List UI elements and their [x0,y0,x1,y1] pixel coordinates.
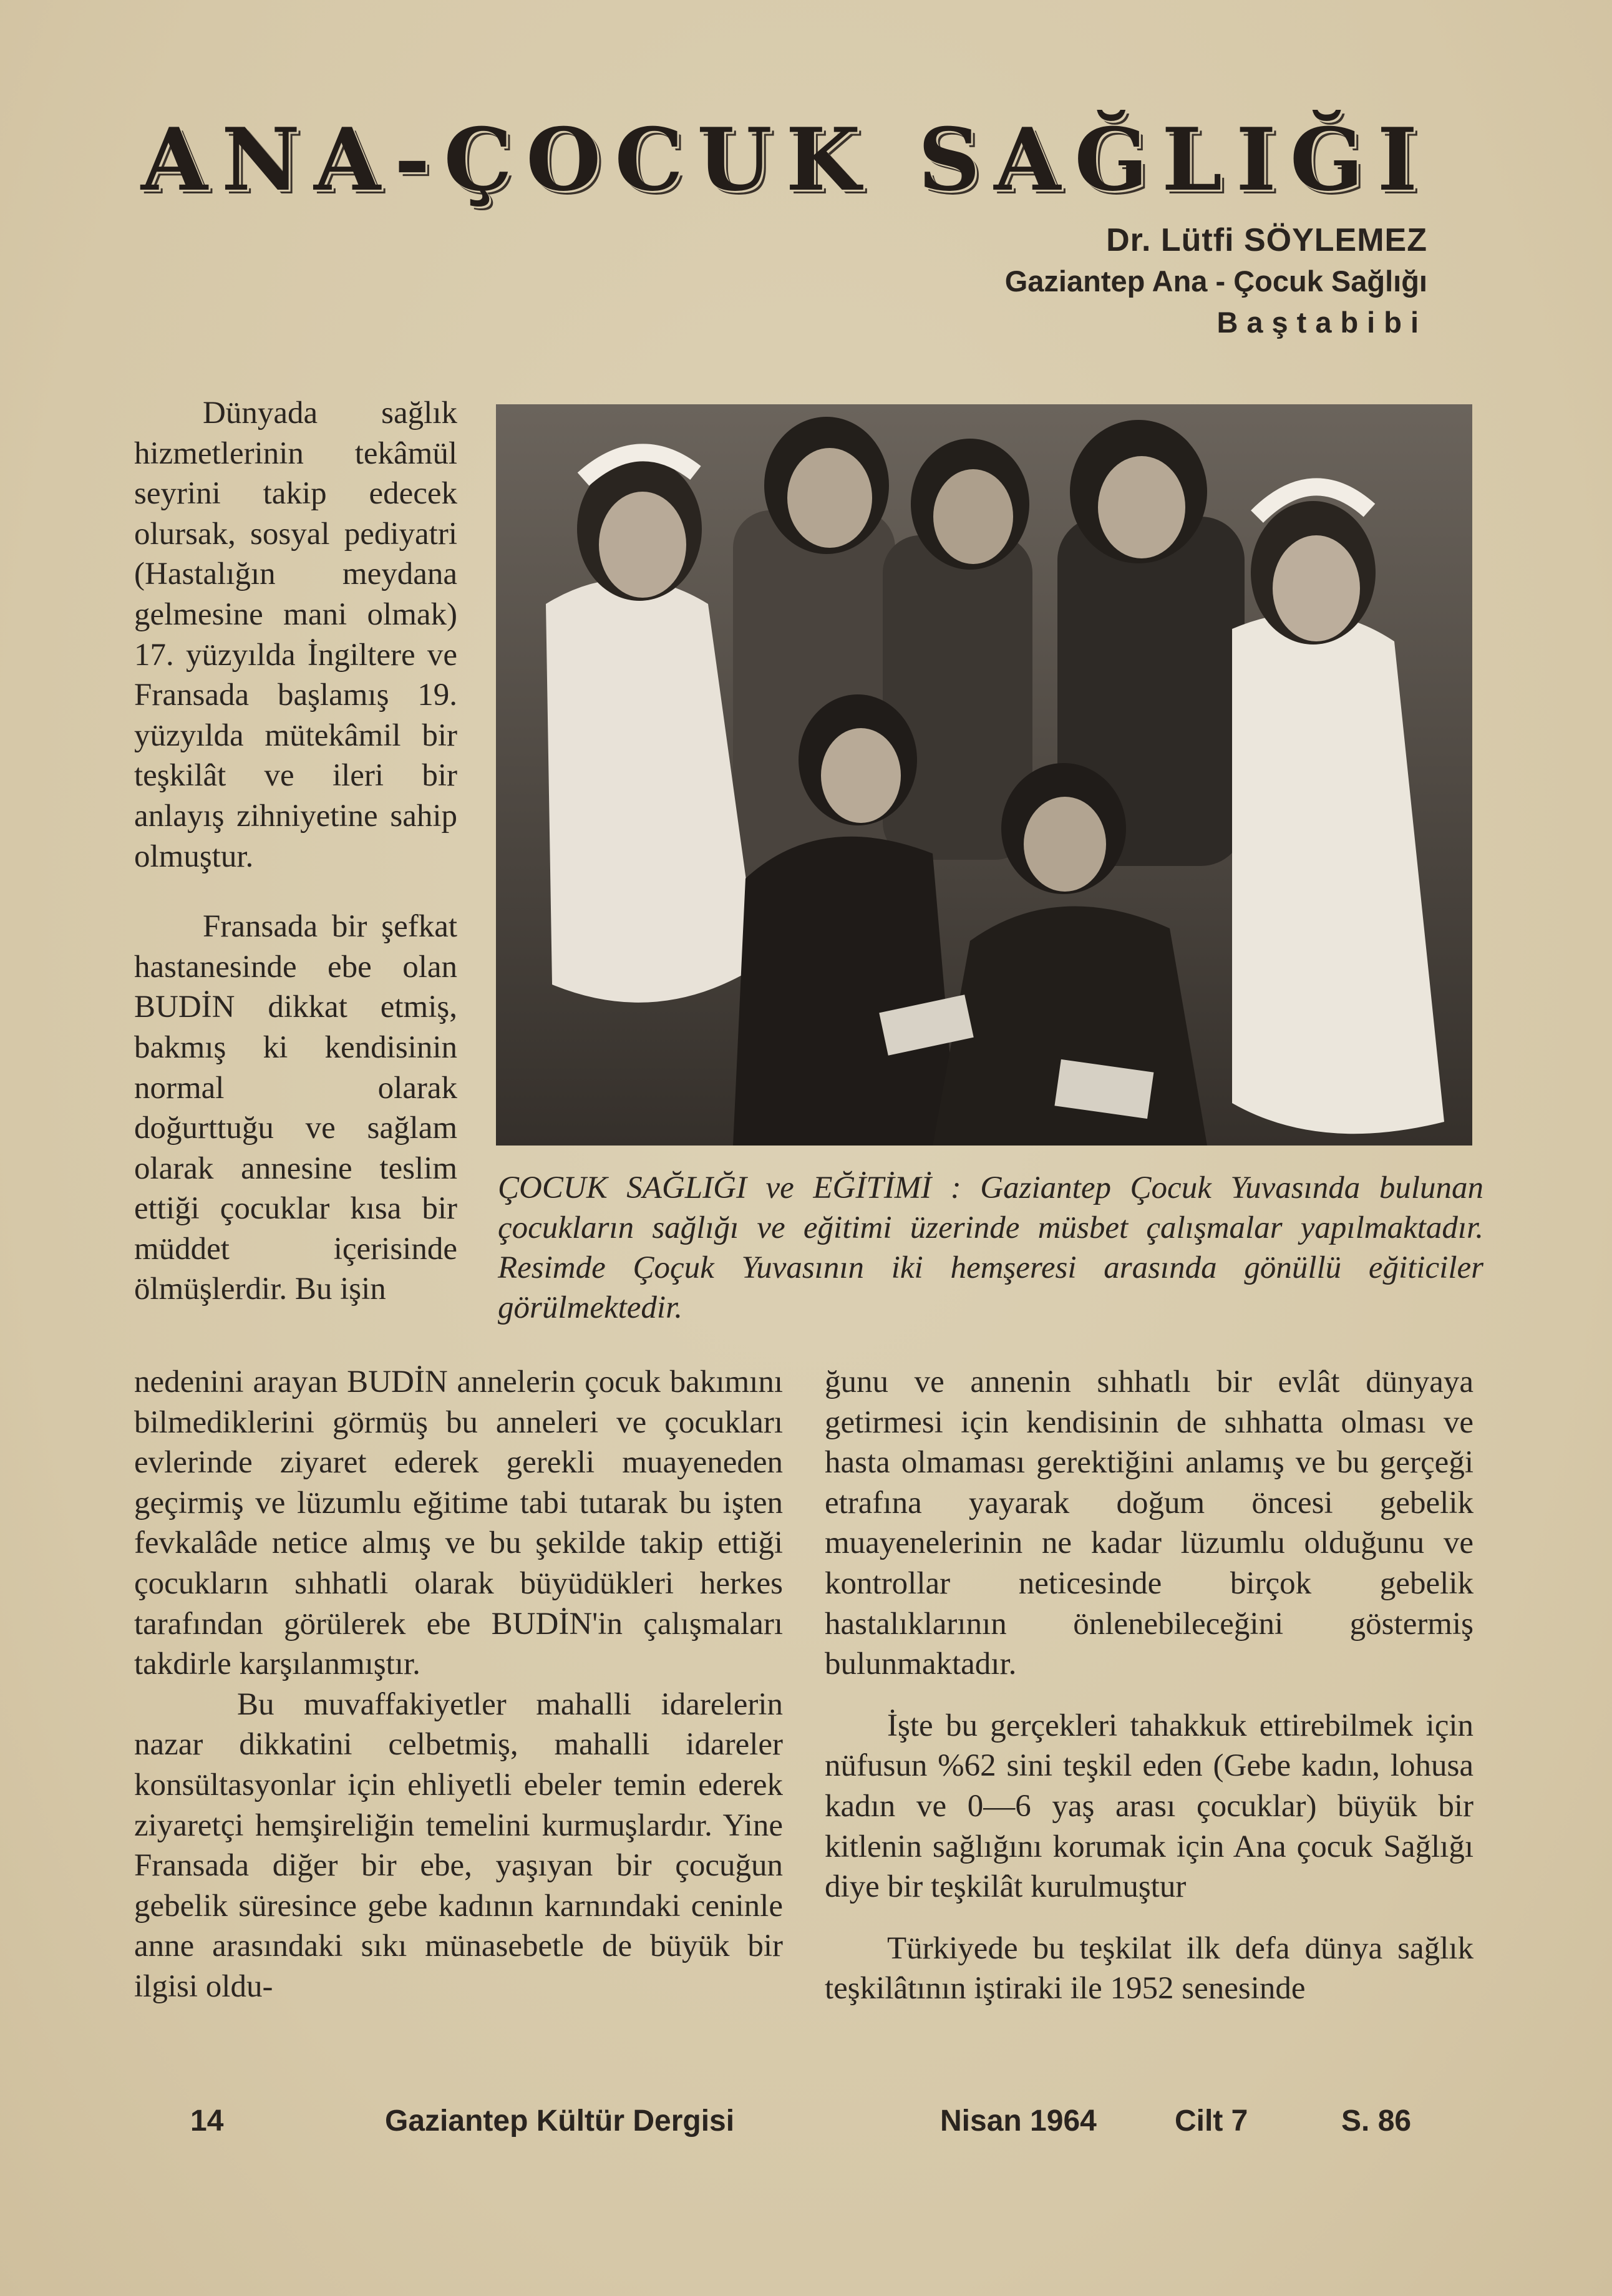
author-role: Baştabibi [1216,306,1427,339]
intro-paragraph-1: Dünyada sağlık hizmetlerinin tekâmül seyrini takip edecek olursak, sosyal pediyatri (Hastalığın meydana gelmesine mani olmak) 17. yüzyılda İngiltere ve Fransada başlamış 19. yüzyılda mütekâmil bir teşkilât ve ileri bir anlayış zihniyetine sahip olmuştur. [134,396,457,874]
page-footer [190,2104,1438,2148]
body-column-left [134,1362,783,2007]
author-name: Dr. Lütfi SÖYLEMEZ [1106,222,1427,258]
body-column-right [825,1362,1474,2009]
photo-image [496,404,1472,1146]
author-block [1005,220,1427,343]
issue-date: Nisan 1964 [940,2104,1097,2138]
body-paragraph: Türkiyede bu teşkilat ilk defa dünya sağlık teşkilâtının iştiraki ile 1952 senesinde [825,1930,1474,2007]
issue-number: S. 86 [1341,2104,1412,2138]
article-photo [496,404,1472,1146]
body-paragraph: nedenini arayan BUDİN annelerin çocuk bakımını bilmediklerini görmüş bu anneleri ve çocukları evlerinde ziyaret ederek gerekli muayeneden geçirmiş ve lüzumlu eğitime tabi tutarak bu işten fevkalâde netice almış ve bu şekilde takip ettiği çocukların sıhhatli olarak büyüdükleri herkes tarafından görülerek ebe BUDİN'in çalışmaları takdirle karşılanmıştır. [134,1364,783,1682]
journal-name: Gaziantep Kültür Dergisi [385,2104,735,2138]
body-paragraph: ğunu ve annenin sıhhatlı bir evlât dünyaya getirmesi için kendisinin de sıhhatta olması ve hasta olmaması gerektiğini anlamış ve bu gerçeği etrafına yayarak doğum öncesi gebelik muayenelerinin ne kadar lüzumlu olduğunu ve kontrollar neticesinde birçok gebelik hastalıklarının önlenebileceğini göstermiş bulunmaktadır. [825,1364,1474,1682]
body-paragraph: İşte bu gerçekleri tahakkuk ettirebilmek için nüfusun %62 sini teşkil eden (Gebe kadın, lohusa kadın ve 0—6 yaş arası çocuklar) büyük bir kitlenin sağlığını korumak için Ana çocuk Sağlığı diye bir teşkilât kurulmuştur [825,1708,1474,1905]
intro-column [134,393,457,1310]
volume-number: Cilt 7 [1175,2104,1248,2138]
author-organization: Gaziantep Ana - Çocuk Sağlığı [1004,265,1427,298]
article-title: ANA-ÇOCUK SAĞLIĞI [140,108,1432,210]
photo-caption: ÇOCUK SAĞLIĞI ve EĞİTİMİ : Gaziantep Çocuk Yuvasında bulunan çocukların sağlığı ve eğitimi üzerinde müsbet çalışmalar yapılmaktadır. Resimde Çoçuk Yuvasının iki hemşeresi arasında gönüllü eğiticiler görülmektedir. [498,1170,1483,1325]
body-paragraph: Bu muvaffakiyetler mahalli idarelerin nazar dikkatini celbetmiş, mahalli idareler konsültasyonlar için ehliyetli ebeler temin ederek ziyaretçi hemşireliğin temelini kurmuşlardır. Yine Fransada diğer bir ebe, yaşıyan bir çocuğun gebelik süresince gebe kadının karnındaki ceninle anne arasındaki sıkı münasebetle de büyük bir ilgisi oldu- [134,1686,783,2004]
intro-paragraph-2: Fransada bir şefkat hastanesinde ebe olan BUDİN dikkat etmiş, bakmış ki kendisinin normal olarak doğurttuğu ve sağlam olarak annesine teslim ettiği çocuklar kısa bir müddet içerisinde ölmüşlerdir. Bu işin [134,909,457,1307]
page-number: 14 [190,2104,224,2138]
